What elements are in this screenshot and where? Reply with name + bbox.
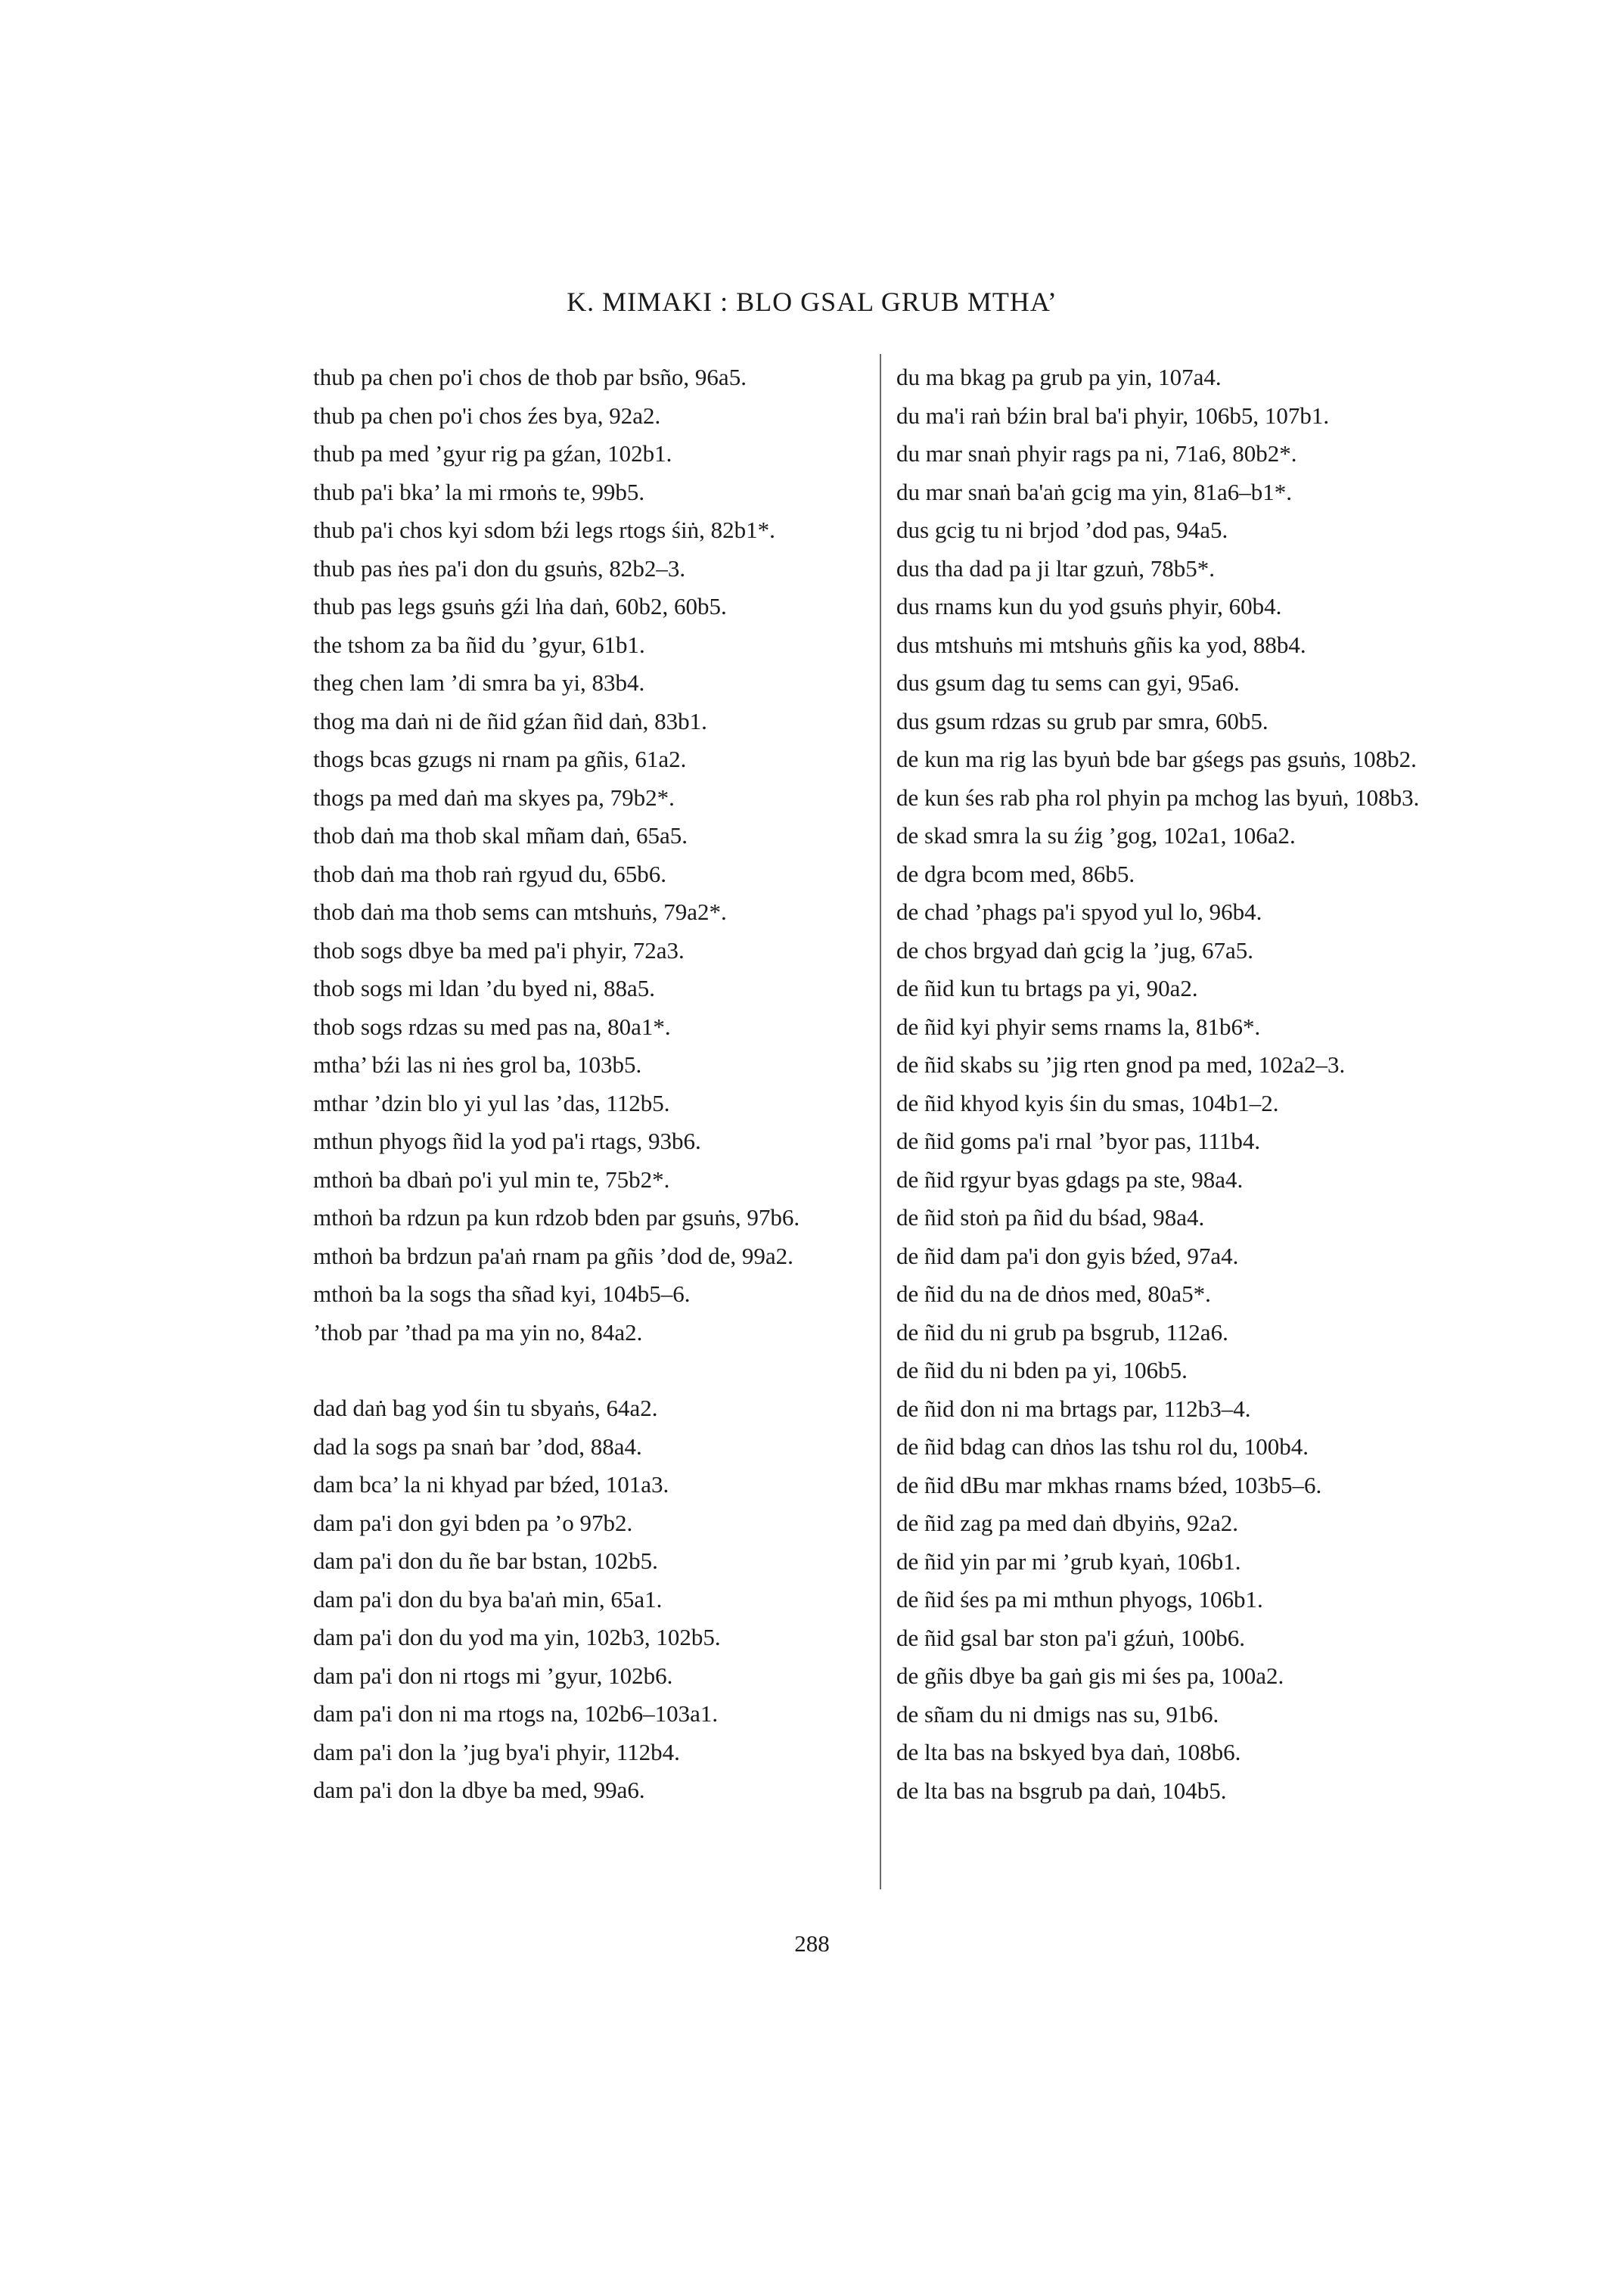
index-entry: thogs bcas gzugs ni rnam pa gñis, 61a2. xyxy=(313,746,687,772)
index-entry: thub pa med ’gyur rig pa gźan, 102b1. xyxy=(313,440,672,467)
index-entry: dam pa'i don la ’jug bya'i phyir, 112b4. xyxy=(313,1738,680,1765)
index-entry: mthoṅ ba rdzun pa kun rdzob bden par gsuṅs, 97b6. xyxy=(313,1204,800,1231)
running-header: K. MIMAKI : BLO GSAL GRUB MTHA’ xyxy=(567,287,1057,317)
index-entry: mtha’ bźi las ni ṅes grol ba, 103b5. xyxy=(313,1051,642,1078)
index-entry: dam pa'i don du ñe bar bstan, 102b5. xyxy=(313,1547,658,1574)
index-entry: thub pas ṅes pa'i don du gsuṅs, 82b2–3. xyxy=(313,554,686,582)
index-entry: dam pa'i don du bya ba'aṅ min, 65a1. xyxy=(313,1585,663,1613)
index-entry: thob daṅ ma thob sems can mtshuṅs, 79a2*. xyxy=(313,899,727,925)
index-entry: de ñid khyod kyis śin du smas, 104b1–2. xyxy=(896,1089,1279,1116)
page-number: 288 xyxy=(794,1930,830,1957)
index-entry: dam pa'i don du yod ma yin, 102b3, 102b5. xyxy=(313,1624,721,1650)
index-entry: de ñid rgyur byas gdags pa ste, 98a4. xyxy=(896,1166,1244,1193)
index-entry: dam pa'i don la dbye ba med, 99a6. xyxy=(313,1777,645,1803)
index-entry: du ma bkag pa grub pa yin, 107a4. xyxy=(896,364,1222,390)
index-entry: mthoṅ ba brdzun pa'aṅ rnam pa gñis ’dod de, 99a2. xyxy=(313,1242,793,1269)
index-entry: thob sogs dbye ba med pa'i phyir, 72a3. xyxy=(313,936,685,964)
index-entry: dam pa'i don ni ma rtogs na, 102b6–103a1. xyxy=(313,1700,719,1727)
index-entry: de ñid bdag can dṅos las tshu rol du, 100b4. xyxy=(896,1433,1309,1460)
index-entry: de lta bas na bsgrub pa daṅ, 104b5. xyxy=(896,1777,1227,1804)
index-entry: thog ma daṅ ni de ñid gźan ñid daṅ, 83b1. xyxy=(313,707,707,734)
index-entry: de ñid dBu mar mkhas rnams bźed, 103b5–6. xyxy=(896,1471,1322,1498)
index-entry: de ñid yin par mi ’grub kyaṅ, 106b1. xyxy=(896,1547,1241,1575)
index-entry: mthoṅ ba la sogs tha sñad kyi, 104b5–6. xyxy=(313,1280,691,1307)
index-entry: de gñis dbye ba gaṅ gis mi śes pa, 100a2. xyxy=(896,1662,1284,1689)
index-entry: dus gsum rdzas su grub par smra, 60b5. xyxy=(896,707,1268,734)
index-entry: dus tha dad pa ji ltar gzuṅ, 78b5*. xyxy=(896,554,1215,582)
index-entry: thub pas legs gsuṅs gźi lṅa daṅ, 60b2, 60b5. xyxy=(313,593,727,619)
index-entry: de ñid dam pa'i don gyis bźed, 97a4. xyxy=(896,1242,1239,1269)
index-entry: thub pa'i bka’ la mi rmoṅs te, 99b5. xyxy=(313,478,645,505)
left-index-column xyxy=(313,359,865,1810)
index-entry: de ñid stoṅ pa ñid du bśad, 98a4. xyxy=(896,1204,1205,1231)
index-entry: de ñid don ni ma brtags par, 112b3–4. xyxy=(896,1395,1251,1422)
index-entry: dus mtshuṅs mi mtshuṅs gñis ka yod, 88b4. xyxy=(896,631,1306,658)
index-entry: thob daṅ ma thob raṅ rgyud du, 65b6. xyxy=(313,860,666,887)
index-entry: dam bca’ la ni khyad par bźed, 101a3. xyxy=(313,1471,669,1498)
index-entry: de kun śes rab pha rol phyin pa mchog las byuṅ, 108b3. xyxy=(896,784,1420,811)
index-entry: de ñid zag pa med daṅ dbyiṅs, 92a2. xyxy=(896,1510,1238,1536)
index-entry: thob sogs mi ldan ’du byed ni, 88a5. xyxy=(313,975,656,1001)
section-gap xyxy=(313,1352,865,1389)
index-entry: de ñid du ni bden pa yi, 106b5. xyxy=(896,1357,1188,1383)
index-entry: thub pa'i chos kyi sdom bźi legs rtogs śiṅ, 82b1*. xyxy=(313,517,775,543)
index-entry: de ñid kun tu brtags pa yi, 90a2. xyxy=(896,975,1198,1001)
index-entry: ’thob par ’thad pa ma yin no, 84a2. xyxy=(313,1318,643,1346)
index-entry: de sñam du ni dmigs nas su, 91b6. xyxy=(896,1700,1219,1727)
index-entry: dad daṅ bag yod śin tu sbyaṅs, 64a2. xyxy=(313,1395,658,1421)
index-entry: de dgra bcom med, 86b5. xyxy=(896,860,1135,887)
index-entry: mthun phyogs ñid la yod pa'i rtags, 93b6. xyxy=(313,1128,701,1154)
index-entry: thob sogs rdzas su med pas na, 80a1*. xyxy=(313,1013,671,1040)
index-entry: dam pa'i don ni rtogs mi ’gyur, 102b6. xyxy=(313,1662,673,1689)
index-entry: de chos brgyad daṅ gcig la ’jug, 67a5. xyxy=(896,936,1254,964)
index-entry: dam pa'i don gyi bden pa ’o 97b2. xyxy=(313,1509,633,1536)
index-entry: dus gcig tu ni brjod ’dod pas, 94a5. xyxy=(896,517,1228,543)
index-entry: mthar ’dzin blo yi yul las ’das, 112b5. xyxy=(313,1089,670,1116)
index-entry: thob daṅ ma thob skal mñam daṅ, 65a5. xyxy=(313,822,688,849)
index-entry: thub pa chen po'i chos źes bya, 92a2. xyxy=(313,402,661,429)
index-entry: de chad ’phags pa'i spyod yul lo, 96b4. xyxy=(896,899,1262,925)
index-entry: de lta bas na bskyed bya daṅ, 108b6. xyxy=(896,1739,1241,1765)
index-entry: du mar snaṅ phyir rags pa ni, 71a6, 80b2*. xyxy=(896,440,1297,467)
index-entry: thogs pa med daṅ ma skyes pa, 79b2*. xyxy=(313,784,675,811)
index-entry: de ñid śes pa mi mthun phyogs, 106b1. xyxy=(896,1586,1263,1613)
column-divider xyxy=(880,354,881,1889)
index-entry: de ñid du ni grub pa bsgrub, 112a6. xyxy=(896,1318,1228,1346)
index-entry: de ñid skabs su ’jig rten gnod pa med, 102a2–3. xyxy=(896,1051,1346,1078)
index-entry: de ñid goms pa'i rnal ’byor pas, 111b4. xyxy=(896,1128,1261,1154)
index-entry: de ñid gsal bar ston pa'i gźuṅ, 100b6. xyxy=(896,1624,1246,1651)
index-entry: de skad smra la su źig ’gog, 102a1, 106a2. xyxy=(896,822,1296,849)
index-entry: theg chen lam ’di smra ba yi, 83b4. xyxy=(313,669,645,696)
index-entry: thub pa chen po'i chos de thob par bsño, 96a5. xyxy=(313,364,747,390)
index-entry: dus gsum dag tu sems can gyi, 95a6. xyxy=(896,669,1240,696)
index-entry: dus rnams kun du yod gsuṅs phyir, 60b4. xyxy=(896,593,1282,619)
index-entry: de ñid kyi phyir sems rnams la, 81b6*. xyxy=(896,1013,1261,1040)
index-entry: dad la sogs pa snaṅ bar ’dod, 88a4. xyxy=(313,1433,642,1460)
index-entry: mthoṅ ba dbaṅ po'i yul min te, 75b2*. xyxy=(313,1166,670,1193)
index-entry: the tshom za ba ñid du ’gyur, 61b1. xyxy=(313,631,645,658)
index-entry: du ma'i raṅ bźin bral ba'i phyir, 106b5, 107b1. xyxy=(896,402,1330,429)
right-index-column xyxy=(896,359,1471,1810)
index-entry: de kun ma rig las byuṅ bde bar gśegs pas gsuṅs, 108b2. xyxy=(896,746,1417,772)
index-entry: de ñid du na de dṅos med, 80a5*. xyxy=(896,1280,1211,1307)
index-entry: du mar snaṅ ba'aṅ gcig ma yin, 81a6–b1*. xyxy=(896,478,1292,505)
